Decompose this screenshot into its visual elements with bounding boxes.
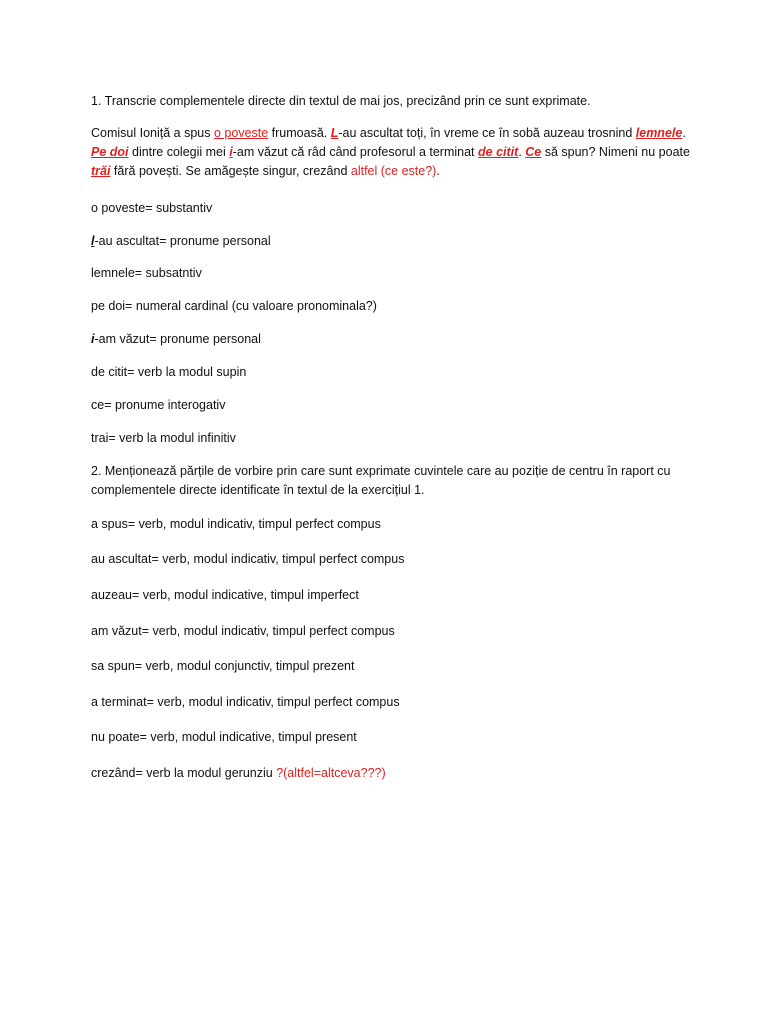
exercise-1-text	[91, 124, 701, 181]
answer-trai: trai= verb la modul infinitiv	[91, 431, 236, 445]
text-part: -am văzut că râd când profesorul a terminat	[232, 145, 479, 159]
text-part: Comisul Ioniță a spus	[91, 126, 214, 140]
text-part: -au ascultat toți, în vreme ce în sobă auzeau trosnind	[338, 126, 636, 140]
highlight-de-citit: de citit	[478, 145, 519, 159]
text-part: .	[518, 145, 526, 159]
highlight-lemnele: lemnele	[635, 126, 683, 140]
highlight-ce: Ce	[525, 145, 542, 159]
answer-o-poveste: o poveste= substantiv	[91, 201, 213, 215]
text-part: dintre colegii mei	[128, 145, 230, 159]
answer-l-au-ascultat	[91, 233, 271, 249]
answer-nu-poate: nu poate= verb, modul indicative, timpul present	[91, 730, 357, 744]
highlight-i: i	[229, 145, 233, 159]
answer-prefix: l	[91, 234, 95, 248]
answer-crezand	[91, 765, 386, 781]
answer-note: ?(altfel=altceva???)	[276, 766, 386, 780]
highlight-o-poveste: o poveste	[213, 126, 269, 140]
highlight-altfel: altfel (ce este?)	[350, 164, 437, 178]
answer-prefix: i	[91, 332, 95, 346]
text-part: frumoasă.	[268, 126, 331, 140]
answer-pe-doi: pe doi= numeral cardinal (cu valoare pronominala?)	[91, 299, 377, 313]
text-part: .	[682, 126, 686, 140]
answer-rest: -au ascultat= pronume personal	[94, 234, 271, 248]
answer-au-ascultat: au ascultat= verb, modul indicativ, timpul perfect compus	[91, 552, 405, 566]
answer-i-am-vazut	[91, 331, 261, 347]
answer-rest: -am văzut= pronume personal	[94, 332, 261, 346]
exercise-2-title: 2. Menționează părțile de vorbire prin care sunt exprimate cuvintele care au poziție de centru în raport cu complementele directe identificate în textul de la exercițiul 1.	[91, 464, 671, 497]
answer-am-vazut: am văzut= verb, modul indicativ, timpul perfect compus	[91, 624, 395, 638]
text-part: să spun? Nimeni nu poate	[541, 145, 690, 159]
answer-a-spus: a spus= verb, modul indicativ, timpul perfect compus	[91, 517, 381, 531]
text-part: .	[436, 164, 440, 178]
answer-de-citit: de citit= verb la modul supin	[91, 365, 247, 379]
answer-ce: ce= pronume interogativ	[91, 398, 226, 412]
text-part: fără povești. Se amăgește singur, crezând	[110, 164, 351, 178]
answer-main: crezând= verb la modul gerunziu	[91, 766, 277, 780]
answer-auzeau: auzeau= verb, modul indicative, timpul imperfect	[91, 588, 359, 602]
answer-a-terminat: a terminat= verb, modul indicativ, timpul perfect compus	[91, 695, 400, 709]
highlight-trai: trăi	[91, 164, 111, 178]
exercise-1-title: 1. Transcrie complementele directe din textul de mai jos, precizând prin ce sunt exprimate.	[91, 94, 591, 108]
highlight-l: L	[330, 126, 339, 140]
highlight-pe-doi: Pe doi	[91, 145, 129, 159]
answer-sa-spun: sa spun= verb, modul conjunctiv, timpul prezent	[91, 659, 355, 673]
answer-lemnele: lemnele= subsatntiv	[91, 266, 202, 280]
